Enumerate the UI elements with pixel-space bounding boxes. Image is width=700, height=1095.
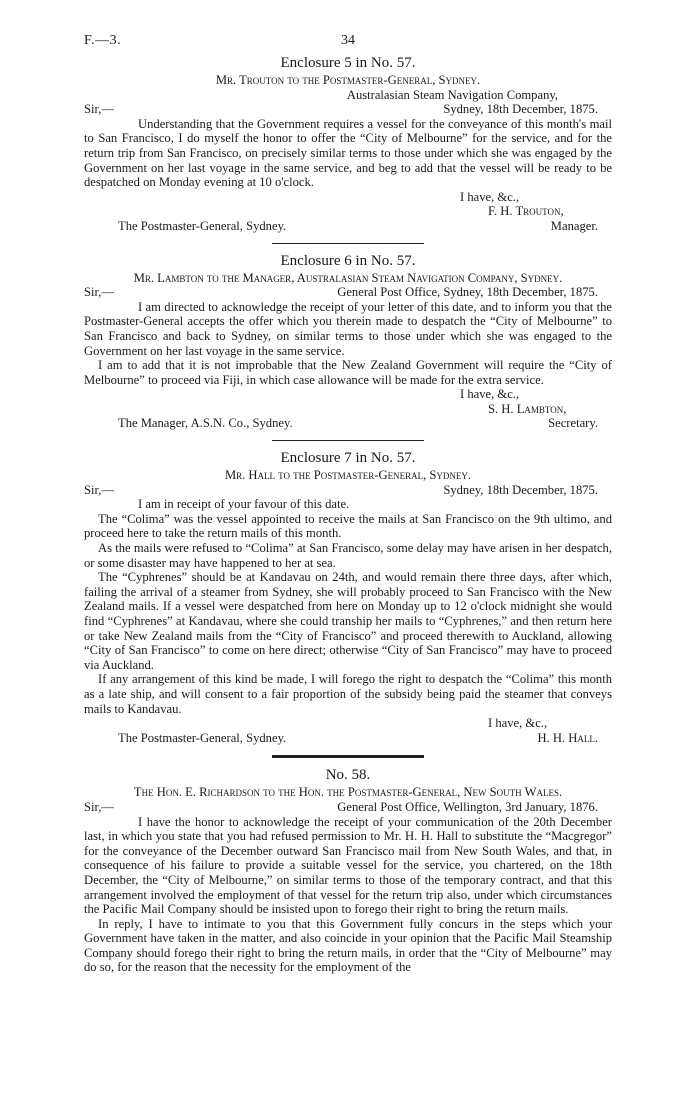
enclosure-5-role: Manager.: [550, 218, 598, 233]
enclosure-6-sign-row: [84, 416, 612, 431]
section-divider: [272, 243, 424, 244]
no-58-salutation: Sir,—: [84, 799, 114, 814]
enclosure-6-signature: S. H. Lambton,: [488, 401, 567, 416]
enclosure-5-sign-row: [84, 219, 612, 234]
enclosure-7-paragraph: The “Cyphrenes” should be at Kandavau on 24th, and would remain there three days, after which, failing the arrival of a steamer from Sydney, she will probably proceed to San Francisco with the New Zealand mails. If a vessel were despatched from here on Monday up to 12 o'clock midnight she would find “Cyphrenes” at Kandavau, where she could tranship her mails to “Cyphrenes,” and then return here or take New Zealand mails from the “City of Francisco” and proceed therewith to Auckland, allowing “City of San Francisco” to come on here direct; otherwise “City of San Francisco” may have to proceed via Auckland.: [84, 570, 612, 672]
no-58-from-to: The Hon. E. Richardson to the Hon. the Postmaster-General, New South Wales.: [133, 785, 563, 800]
enclosure-5-signature: F. H. Trouton,: [488, 204, 564, 219]
enclosure-5-addressee: The Postmaster-General, Sydney.: [118, 218, 287, 233]
running-head: [84, 32, 612, 54]
enclosure-7-paragraph: As the mails were refused to “Colima” at San Francisco, some delay may have arisen in her despatch, or some disaster may have happened to her at sea.: [84, 541, 612, 570]
no-58-paragraph: In reply, I have to intimate to you that this Government fully concurs in the steps which your Government have taken in the matter, and also coincide in your opinion that the Pacific Mail Steamship Company should forego their right to bring the return mails, in order that the “City of Melbourne” may do so, for the reason that the necessity for the employment of the: [84, 916, 612, 975]
enclosure-5-place-date: Sydney, 18th December, 1875.: [443, 102, 598, 117]
enclosure-5-salutation: Sir,—: [84, 102, 114, 117]
enclosure-5-title: Enclosure 5 in No. 57.: [280, 55, 416, 71]
section-divider-thick: [272, 755, 424, 758]
enclosure-5-from-to: Mr. Trouton to the Postmaster-General, Sydney.: [215, 73, 481, 87]
enclosure-6: [84, 252, 612, 432]
enclosure-7-closing: I have, &c.,: [488, 716, 548, 731]
enclosure-6-role: Secretary.: [548, 416, 598, 431]
enclosure-6-closing: I have, &c.,: [460, 387, 520, 402]
no-58-paragraph: I have the honor to acknowledge the receipt of your communication of the 20th December last, in which you state that you had refused permission to Mr. H. H. Hall to substitute the “Macgregor” for the conveyance of the December outward San Francisco mail from New South Wales, and that, in consequence of his failure to provide a suitable vessel for the service, you chartered, on the 18th December, the “City of Melbourne,” on similar terms to those of the temporary contract, and that this arrangement involved the employment of that vessel for the return trip also, under which circumstances the Pacific Mail Company should be insisted upon to forego their right to bring the return mails.: [84, 814, 612, 917]
enclosure-7-paragraph: The “Colima” was the vessel appointed to receive the mails at San Francisco on the 9th ultimo, and proceed here to take the return mails of this month.: [84, 511, 612, 541]
section-divider: [272, 440, 424, 441]
enclosure-6-paragraph: I am to add that it is not improbable that the New Zealand Government will require the “City of Melbourne” to proceed via Fiji, in which case allowance will be made for the extra service.: [84, 358, 612, 387]
enclosure-6-salutation-row: [84, 285, 612, 300]
enclosure-7-from-to: Mr. Hall to the Postmaster-General, Sydney.: [224, 468, 472, 483]
document-reference: F.—3.: [84, 33, 122, 48]
enclosure-7-salutation-row: [84, 483, 612, 498]
enclosure-7: [84, 449, 612, 745]
no-58-place-date: General Post Office, Wellington, 3rd January, 1876.: [337, 799, 598, 814]
enclosure-7-paragraph: I am in receipt of your favour of this date.: [138, 497, 350, 512]
page-number: 34: [341, 33, 355, 48]
enclosure-6-addressee: The Manager, A.S.N. Co., Sydney.: [118, 416, 293, 431]
enclosure-7-salutation: Sir,—: [84, 482, 114, 497]
enclosure-5-company: Australasian Steam Navigation Company,: [346, 87, 558, 102]
enclosure-6-paragraph: I am directed to acknowledge the receipt of your letter of this date, and to inform you that the Postmaster-General accepts the offer which you therein made to despatch the “City of Melbourne” to San Francisco and back to Sydney, on similar terms to those under which she was engaged to the Government on her last voyage in the same service.: [84, 299, 612, 358]
enclosure-5-salutation-row: [84, 102, 612, 117]
enclosure-7-place-date: Sydney, 18th December, 1875.: [443, 482, 598, 497]
enclosure-7-signature: H. H. Hall.: [537, 730, 598, 745]
enclosure-5-closing: I have, &c.,: [460, 189, 520, 204]
enclosure-6-place-date: General Post Office, Sydney, 18th December, 1875.: [337, 285, 598, 300]
enclosure-7-addressee: The Postmaster-General, Sydney.: [118, 730, 287, 745]
enclosure-6-from-to: Mr. Lambton to the Manager, Australasian Steam Navigation Company, Sydney.: [133, 270, 563, 285]
enclosure-7-title: Enclosure 7 in No. 57.: [280, 450, 416, 467]
enclosure-5-body: Understanding that the Government requires a vessel for the conveyance of this month's mail to San Francisco, I do myself the honor to offer the “City of Melbourne” for the service, and for the return trip from San Francisco, on precisely similar terms to those under which she was engaged by the Government on her last voyage in the same service, and beg to add that the vessel will be ready to be despatched on Monday evening at 10 o'clock.: [84, 116, 612, 190]
letter-no-58: [84, 766, 612, 975]
enclosure-5: [84, 54, 612, 234]
no-58-title: No. 58.: [325, 767, 371, 784]
enclosure-6-salutation: Sir,—: [84, 285, 114, 300]
page: [84, 32, 612, 975]
enclosure-6-title: Enclosure 6 in No. 57.: [280, 252, 416, 269]
no-58-salutation-row: [84, 800, 612, 815]
enclosure-7-paragraph: If any arrangement of this kind be made, I will forego the right to despatch the “Colima” this month as a late ship, and will consent to a fair proportion of the subsidy being paid the steamer that conveys mails to Kandavau.: [84, 672, 612, 716]
enclosure-7-sign-row: [84, 731, 612, 746]
